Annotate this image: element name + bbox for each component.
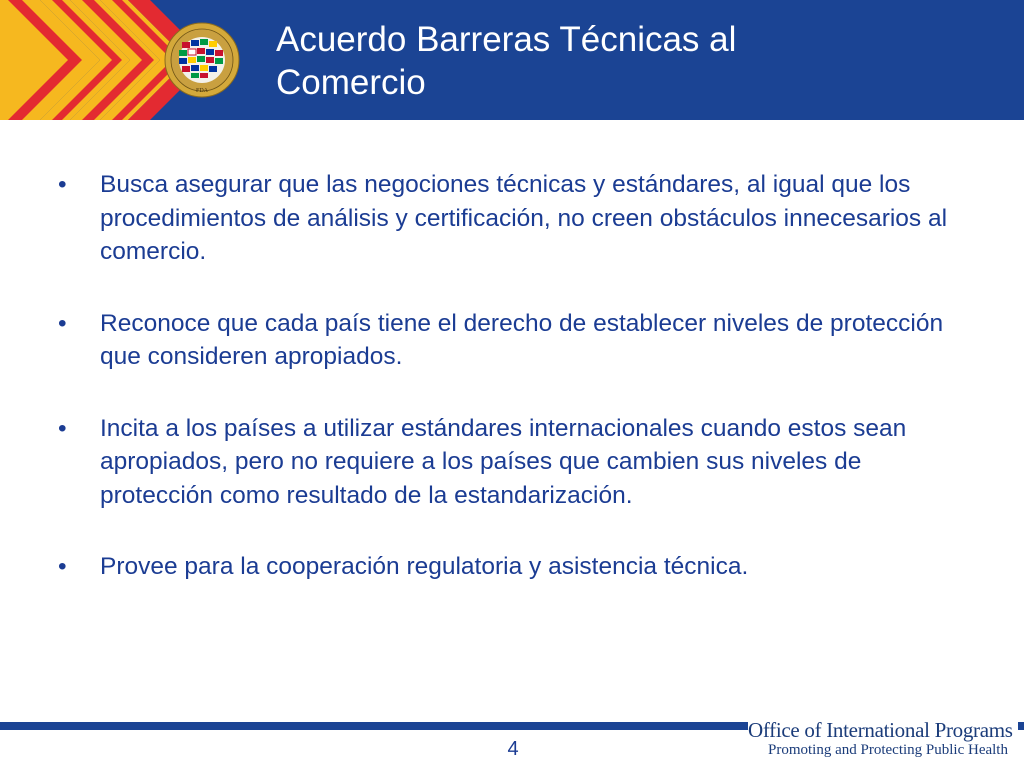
bullet-item	[58, 168, 958, 269]
bullet-item	[58, 550, 958, 584]
bullet-text: Incita a los países a utilizar estándares internacionales cuando estos sean apropiados, pero no requiere a los países que cambien sus niveles de protección como resultado de la estandarización.	[100, 414, 907, 509]
header-bar	[0, 0, 1024, 120]
footer-logo	[748, 718, 1018, 762]
header-divider	[0, 120, 1024, 123]
fda-international-programs-seal-icon	[164, 22, 240, 98]
slide-title-line-1: Acuerdo Barreras Técnicas al	[276, 20, 737, 59]
slide-title	[276, 18, 996, 104]
bullet-icon: •	[58, 553, 67, 580]
bullet-text: Provee para la cooperación regulatoria y asistencia técnica.	[100, 553, 749, 580]
footer-tagline: Promoting and Protecting Public Health	[768, 742, 1008, 758]
bullet-text: Reconoce que cada país tiene el derecho de establecer niveles de protección que consideren apropiados.	[100, 309, 944, 370]
page-number: 4	[507, 738, 519, 760]
bullet-text: Busca asegurar que las negociones técnicas y estándares, al igual que los procedimientos de análisis y certificación, no creen obstáculos innecesarios al comercio.	[100, 171, 948, 265]
bullet-item	[58, 412, 958, 513]
bullet-icon: •	[58, 414, 67, 442]
bullet-icon: •	[58, 309, 67, 337]
svg-text:FDA: FDA	[195, 88, 209, 94]
slide-title-line-2: Comercio	[276, 63, 426, 102]
bullet-list	[58, 168, 958, 622]
bullet-icon: •	[58, 171, 67, 198]
footer-org-name: Office of International Programs	[748, 718, 1013, 742]
bullet-item	[58, 307, 958, 374]
